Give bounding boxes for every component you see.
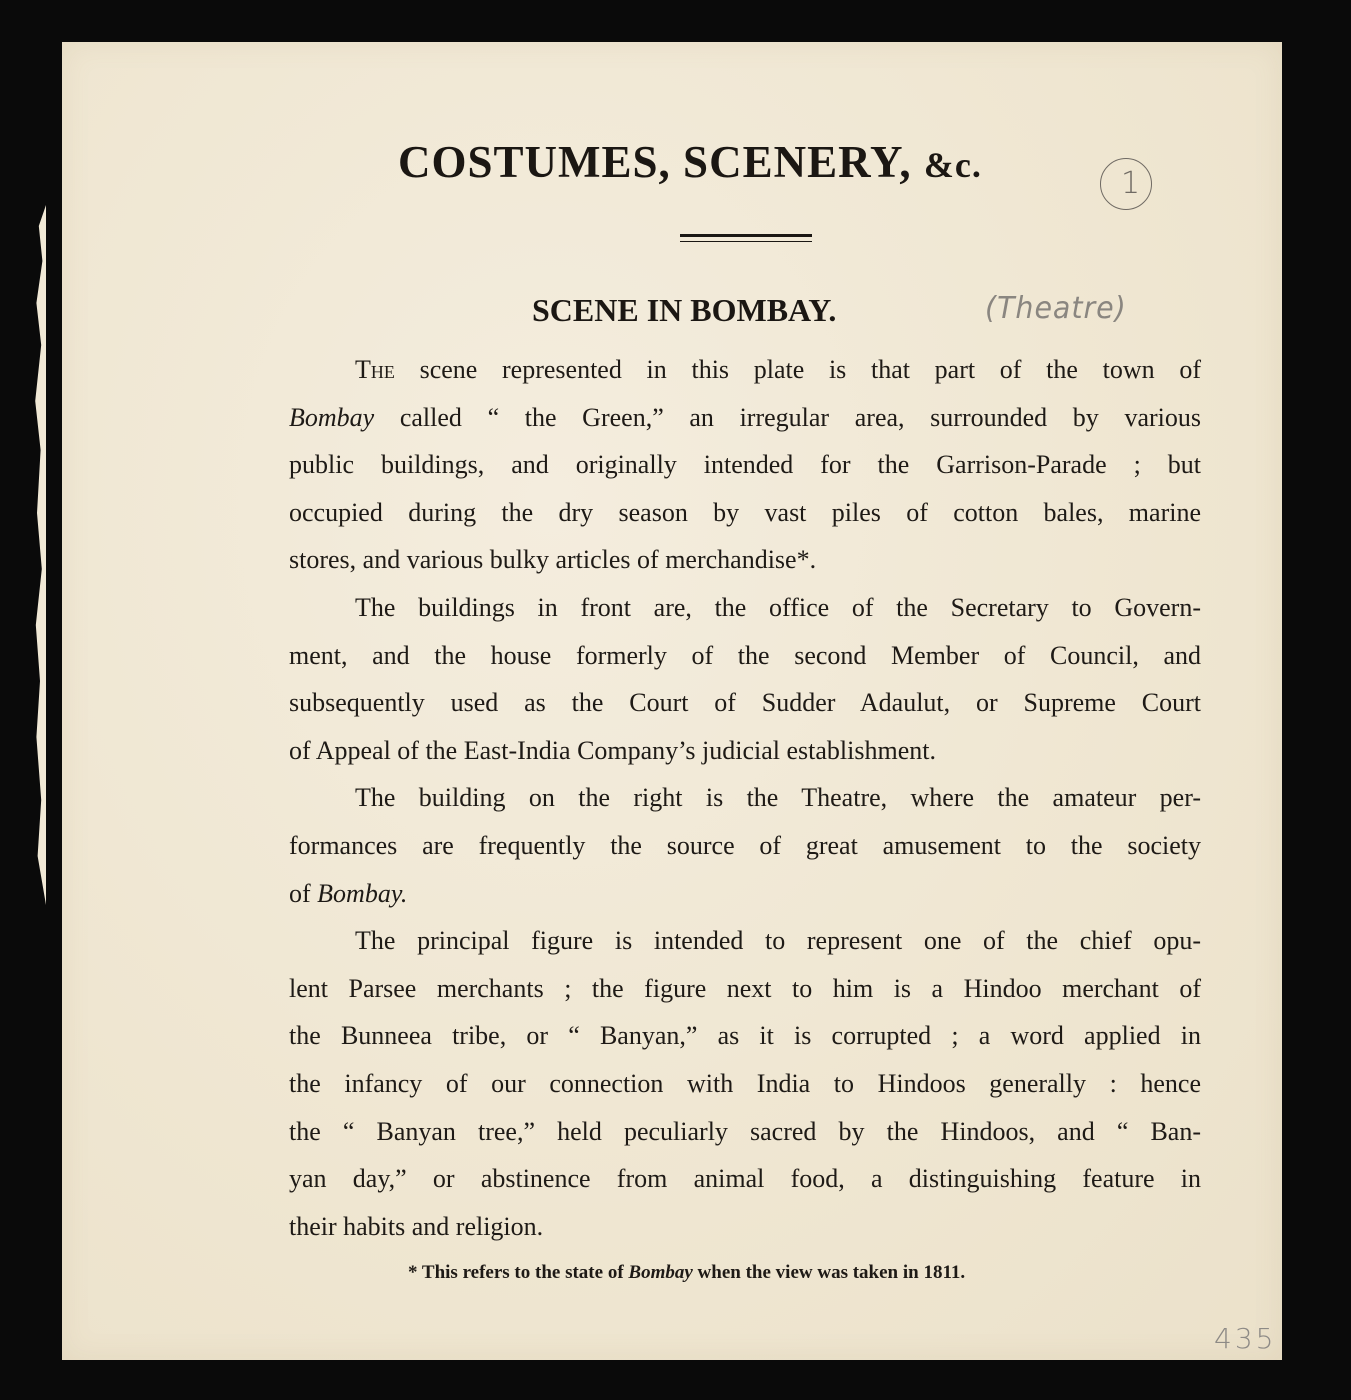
footnote-italic-place: Bombay: [628, 1262, 693, 1283]
drop-lead-word: The: [355, 355, 395, 384]
italic-place-name: Bombay.: [317, 878, 408, 908]
body-text: [289, 346, 1201, 1250]
paragraph-4-line-1: The principal figure is intended to represent one of the chief opu-: [355, 926, 1201, 956]
paragraph-4-line-4: the infancy of our connection with India to Hindoos generally : hence: [289, 1068, 1201, 1098]
paragraph-2-line-1: The buildings in front are, the office of the Secretary to Govern-: [355, 592, 1201, 622]
paragraph-1-line-1: [289, 346, 1201, 394]
line-text: called “ the Green,” an irregular area, surrounded by various: [374, 402, 1201, 432]
title-suffix: &c.: [923, 145, 982, 185]
page-title: [398, 137, 982, 187]
paragraph-3-line-2: formances are frequently the source of great amusement to the society: [289, 830, 1201, 860]
paragraph-2-line-2: ment, and the house formerly of the second Member of Council, and: [289, 640, 1201, 670]
paragraph-3-line-3: [289, 870, 1201, 918]
section-heading: SCENE IN BOMBAY.: [532, 292, 837, 328]
paragraph-4-line-5: the “ Banyan tree,” held peculiarly sacred by the Hindoos, and “ Ban-: [289, 1116, 1201, 1146]
paragraph-1-line-5: stores, and various bulky articles of merchandise*.: [289, 545, 817, 575]
paragraph-2-line-4: of Appeal of the East-India Company’s judicial establishment.: [289, 735, 936, 765]
footnote-text: * This refers to the state of: [408, 1262, 629, 1283]
paragraph-2-line-3: subsequently used as the Court of Sudder Adaulut, or Supreme Court: [289, 688, 1201, 718]
paragraph-4-line-7: their habits and religion.: [289, 1211, 544, 1241]
italic-place-name: Bombay: [289, 402, 375, 432]
paragraph-3-line-1: The building on the right is the Theatre, where the amateur per-: [355, 783, 1201, 813]
pencil-page-number: 1: [1121, 166, 1141, 201]
line-text: of: [289, 878, 318, 908]
footnote-text-end: when the view was taken in 1811.: [692, 1262, 966, 1283]
title-text: COSTUMES, SCENERY,: [398, 137, 912, 187]
torn-paper-edge: [34, 205, 46, 905]
title-divider-thick: [680, 234, 812, 237]
line-text: scene represented in this plate is that part of the town of: [394, 355, 1201, 384]
paragraph-4-line-2: lent Parsee merchants ; the figure next to him is a Hindoo merchant of: [289, 973, 1201, 1003]
title-divider-thin: [680, 241, 812, 242]
paragraph-4-line-3: the Bunneea tribe, or “ Banyan,” as it is corrupted ; a word applied in: [289, 1021, 1201, 1051]
pencil-annotation-text: (Theatre): [985, 291, 1127, 326]
paragraph-1-line-4: occupied during the dry season by vast piles of cotton bales, marine: [289, 497, 1201, 527]
paragraph-1-line-3: public buildings, and originally intended for the Garrison-Parade ; but: [289, 450, 1201, 480]
catalog-number: 435: [1214, 1322, 1277, 1355]
paragraph-4-line-6: yan day,” or abstinence from animal food, a distinguishing feature in: [289, 1164, 1201, 1194]
paragraph-1-line-2: [289, 394, 1201, 442]
footnote: [408, 1262, 965, 1284]
pencil-annotation: [985, 280, 1173, 338]
